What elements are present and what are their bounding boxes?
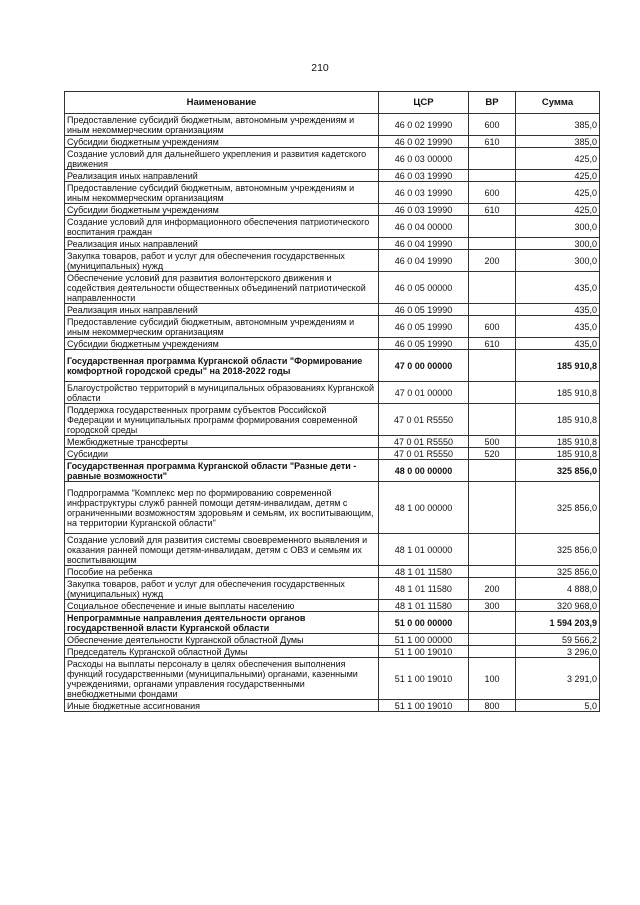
table-row <box>65 700 600 712</box>
row-csr-cell: 46 0 05 00000 <box>379 272 469 304</box>
table-row <box>65 646 600 658</box>
row-name-cell: Создание условий для дальнейшего укрепления и развития кадетского движения <box>65 148 379 170</box>
row-name-cell: Создание условий для информационного обеспечения патриотического воспитания граждан <box>65 216 379 238</box>
row-sum-cell: 59 566,2 <box>516 634 600 646</box>
table-row <box>65 382 600 404</box>
row-csr-cell: 46 0 03 00000 <box>379 148 469 170</box>
row-vr-cell: 100 <box>469 658 516 700</box>
table-row <box>65 460 600 482</box>
table-body <box>65 114 600 712</box>
table-row <box>65 136 600 148</box>
row-sum-cell: 185 910,8 <box>516 350 600 382</box>
row-name-cell: Поддержка государственных программ субъектов Российской Федерации и муниципальных программ формирования современной городской среды <box>65 404 379 436</box>
row-vr-cell <box>469 272 516 304</box>
row-vr-cell <box>469 350 516 382</box>
row-name-cell: Расходы на выплаты персоналу в целях обеспечения выполнения функций государственными (муниципальными) органами, казенными учреждениями, органами управления государственными внебюджетными фондами <box>65 658 379 700</box>
table-row <box>65 114 600 136</box>
header-row <box>65 92 600 114</box>
row-name-cell: Создание условий для развития системы своевременного выявления и оказания ранней помощи детям-инвалидам, детям с ОВЗ и семьям их воспитывающим <box>65 534 379 566</box>
row-sum-cell: 435,0 <box>516 338 600 350</box>
row-vr-cell <box>469 646 516 658</box>
row-sum-cell: 1 594 203,9 <box>516 612 600 634</box>
row-vr-cell <box>469 216 516 238</box>
table-row <box>65 250 600 272</box>
row-vr-cell: 200 <box>469 250 516 272</box>
row-csr-cell: 46 0 03 19990 <box>379 182 469 204</box>
row-sum-cell: 435,0 <box>516 272 600 304</box>
row-sum-cell: 3 296,0 <box>516 646 600 658</box>
row-vr-cell <box>469 148 516 170</box>
row-name-cell: Пособие на ребенка <box>65 566 379 578</box>
row-name-cell: Председатель Курганской областной Думы <box>65 646 379 658</box>
row-sum-cell: 185 910,8 <box>516 382 600 404</box>
row-vr-cell <box>469 534 516 566</box>
table-row <box>65 204 600 216</box>
row-sum-cell: 320 968,0 <box>516 600 600 612</box>
table-row <box>65 404 600 436</box>
row-name-cell: Социальное обеспечение и иные выплаты населению <box>65 600 379 612</box>
row-sum-cell: 325 856,0 <box>516 482 600 534</box>
row-sum-cell: 4 888,0 <box>516 578 600 600</box>
row-sum-cell: 185 910,8 <box>516 404 600 436</box>
row-csr-cell: 51 1 00 00000 <box>379 634 469 646</box>
row-name-cell: Предоставление субсидий бюджетным, автономным учреждениям и иным некоммерческим организациям <box>65 316 379 338</box>
table-row <box>65 612 600 634</box>
column-header-csr: ЦСР <box>379 92 469 114</box>
row-vr-cell <box>469 460 516 482</box>
row-vr-cell: 610 <box>469 338 516 350</box>
row-sum-cell: 3 291,0 <box>516 658 600 700</box>
row-vr-cell: 800 <box>469 700 516 712</box>
table-row <box>65 566 600 578</box>
row-csr-cell: 46 0 02 19990 <box>379 136 469 148</box>
row-name-cell: Субсидии бюджетным учреждениям <box>65 338 379 350</box>
row-name-cell: Непрограммные направления деятельности органов государственной власти Курганской области <box>65 612 379 634</box>
row-csr-cell: 46 0 04 19990 <box>379 250 469 272</box>
row-name-cell: Реализация иных направлений <box>65 170 379 182</box>
row-sum-cell: 425,0 <box>516 170 600 182</box>
row-name-cell: Предоставление субсидий бюджетным, автономным учреждениям и иным некоммерческим организациям <box>65 182 379 204</box>
row-name-cell: Государственная программа Курганской области "Формирование комфортной городской среды" на 2018-2022 годы <box>65 350 379 382</box>
table-row <box>65 238 600 250</box>
row-vr-cell <box>469 482 516 534</box>
row-sum-cell: 435,0 <box>516 316 600 338</box>
row-sum-cell: 5,0 <box>516 700 600 712</box>
row-csr-cell: 48 0 00 00000 <box>379 460 469 482</box>
row-vr-cell <box>469 566 516 578</box>
row-sum-cell: 435,0 <box>516 304 600 316</box>
column-header-vr: ВР <box>469 92 516 114</box>
table-row <box>65 482 600 534</box>
table-row <box>65 350 600 382</box>
row-sum-cell: 300,0 <box>516 238 600 250</box>
row-name-cell: Реализация иных направлений <box>65 304 379 316</box>
row-csr-cell: 46 0 03 19990 <box>379 170 469 182</box>
row-name-cell: Обеспечение деятельности Курганской областной Думы <box>65 634 379 646</box>
row-name-cell: Государственная программа Курганской области "Разные дети - равные возможности" <box>65 460 379 482</box>
row-csr-cell: 51 1 00 19010 <box>379 646 469 658</box>
row-name-cell: Иные бюджетные ассигнования <box>65 700 379 712</box>
row-name-cell: Реализация иных направлений <box>65 238 379 250</box>
row-sum-cell: 385,0 <box>516 136 600 148</box>
row-csr-cell: 46 0 02 19990 <box>379 114 469 136</box>
row-sum-cell: 185 910,8 <box>516 436 600 448</box>
table-row <box>65 448 600 460</box>
row-vr-cell: 610 <box>469 136 516 148</box>
row-csr-cell: 51 1 00 19010 <box>379 700 469 712</box>
table-row <box>65 658 600 700</box>
row-name-cell: Обеспечение условий для развития волонтерского движения и содействия деятельности общественных объединений патриотической направленности <box>65 272 379 304</box>
row-name-cell: Благоустройство территорий в муниципальных образованиях Курганской области <box>65 382 379 404</box>
budget-table <box>64 91 600 712</box>
row-vr-cell: 500 <box>469 436 516 448</box>
row-csr-cell: 46 0 04 19990 <box>379 238 469 250</box>
table-row <box>65 534 600 566</box>
row-name-cell: Межбюджетные трансферты <box>65 436 379 448</box>
row-sum-cell: 425,0 <box>516 182 600 204</box>
row-vr-cell <box>469 404 516 436</box>
row-name-cell: Закупка товаров, работ и услуг для обеспечения государственных (муниципальных) нужд <box>65 578 379 600</box>
row-sum-cell: 425,0 <box>516 148 600 170</box>
row-name-cell: Субсидии бюджетным учреждениям <box>65 204 379 216</box>
column-header-name: Наименование <box>65 92 379 114</box>
table-row <box>65 216 600 238</box>
page-number: 210 <box>311 62 329 74</box>
row-name-cell: Предоставление субсидий бюджетным, автономным учреждениям и иным некоммерческим организациям <box>65 114 379 136</box>
row-sum-cell: 300,0 <box>516 250 600 272</box>
row-csr-cell: 47 0 01 R5550 <box>379 404 469 436</box>
row-csr-cell: 47 0 01 R5550 <box>379 448 469 460</box>
row-sum-cell: 185 910,8 <box>516 448 600 460</box>
table-row <box>65 272 600 304</box>
row-sum-cell: 325 856,0 <box>516 460 600 482</box>
row-csr-cell: 47 0 01 R5550 <box>379 436 469 448</box>
table-header <box>65 92 600 114</box>
row-csr-cell: 46 0 03 19990 <box>379 204 469 216</box>
row-vr-cell <box>469 612 516 634</box>
row-vr-cell <box>469 382 516 404</box>
row-name-cell: Подпрограмма "Комплекс мер по формированию современной инфраструктуры служб ранней помощи детям-инвалидам, детям с ограниченными возможностям здоровьям и семьям, их воспитывающим, на территории Курганской области" <box>65 482 379 534</box>
row-csr-cell: 46 0 05 19990 <box>379 316 469 338</box>
row-vr-cell: 300 <box>469 600 516 612</box>
row-csr-cell: 51 0 00 00000 <box>379 612 469 634</box>
row-vr-cell <box>469 170 516 182</box>
row-vr-cell: 600 <box>469 114 516 136</box>
column-header-sum: Сумма <box>516 92 600 114</box>
row-vr-cell: 600 <box>469 182 516 204</box>
table-row <box>65 436 600 448</box>
row-name-cell: Субсидии <box>65 448 379 460</box>
row-vr-cell <box>469 634 516 646</box>
row-csr-cell: 48 1 01 11580 <box>379 566 469 578</box>
row-name-cell: Субсидии бюджетным учреждениям <box>65 136 379 148</box>
table-row <box>65 148 600 170</box>
row-vr-cell <box>469 304 516 316</box>
row-sum-cell: 425,0 <box>516 204 600 216</box>
row-csr-cell: 46 0 05 19990 <box>379 338 469 350</box>
row-csr-cell: 48 1 00 00000 <box>379 482 469 534</box>
row-sum-cell: 300,0 <box>516 216 600 238</box>
table-row <box>65 600 600 612</box>
row-sum-cell: 325 856,0 <box>516 566 600 578</box>
table-row <box>65 338 600 350</box>
row-csr-cell: 51 1 00 19010 <box>379 658 469 700</box>
row-vr-cell: 520 <box>469 448 516 460</box>
row-sum-cell: 385,0 <box>516 114 600 136</box>
row-csr-cell: 47 0 00 00000 <box>379 350 469 382</box>
row-csr-cell: 47 0 01 00000 <box>379 382 469 404</box>
row-csr-cell: 48 1 01 11580 <box>379 600 469 612</box>
row-csr-cell: 46 0 04 00000 <box>379 216 469 238</box>
row-vr-cell: 600 <box>469 316 516 338</box>
table-row <box>65 634 600 646</box>
row-vr-cell <box>469 238 516 250</box>
row-csr-cell: 48 1 01 00000 <box>379 534 469 566</box>
row-vr-cell: 200 <box>469 578 516 600</box>
row-csr-cell: 46 0 05 19990 <box>379 304 469 316</box>
row-name-cell: Закупка товаров, работ и услуг для обеспечения государственных (муниципальных) нужд <box>65 250 379 272</box>
table-row <box>65 304 600 316</box>
row-csr-cell: 48 1 01 11580 <box>379 578 469 600</box>
table-row <box>65 578 600 600</box>
table-row <box>65 182 600 204</box>
row-sum-cell: 325 856,0 <box>516 534 600 566</box>
table-row <box>65 170 600 182</box>
table-row <box>65 316 600 338</box>
row-vr-cell: 610 <box>469 204 516 216</box>
